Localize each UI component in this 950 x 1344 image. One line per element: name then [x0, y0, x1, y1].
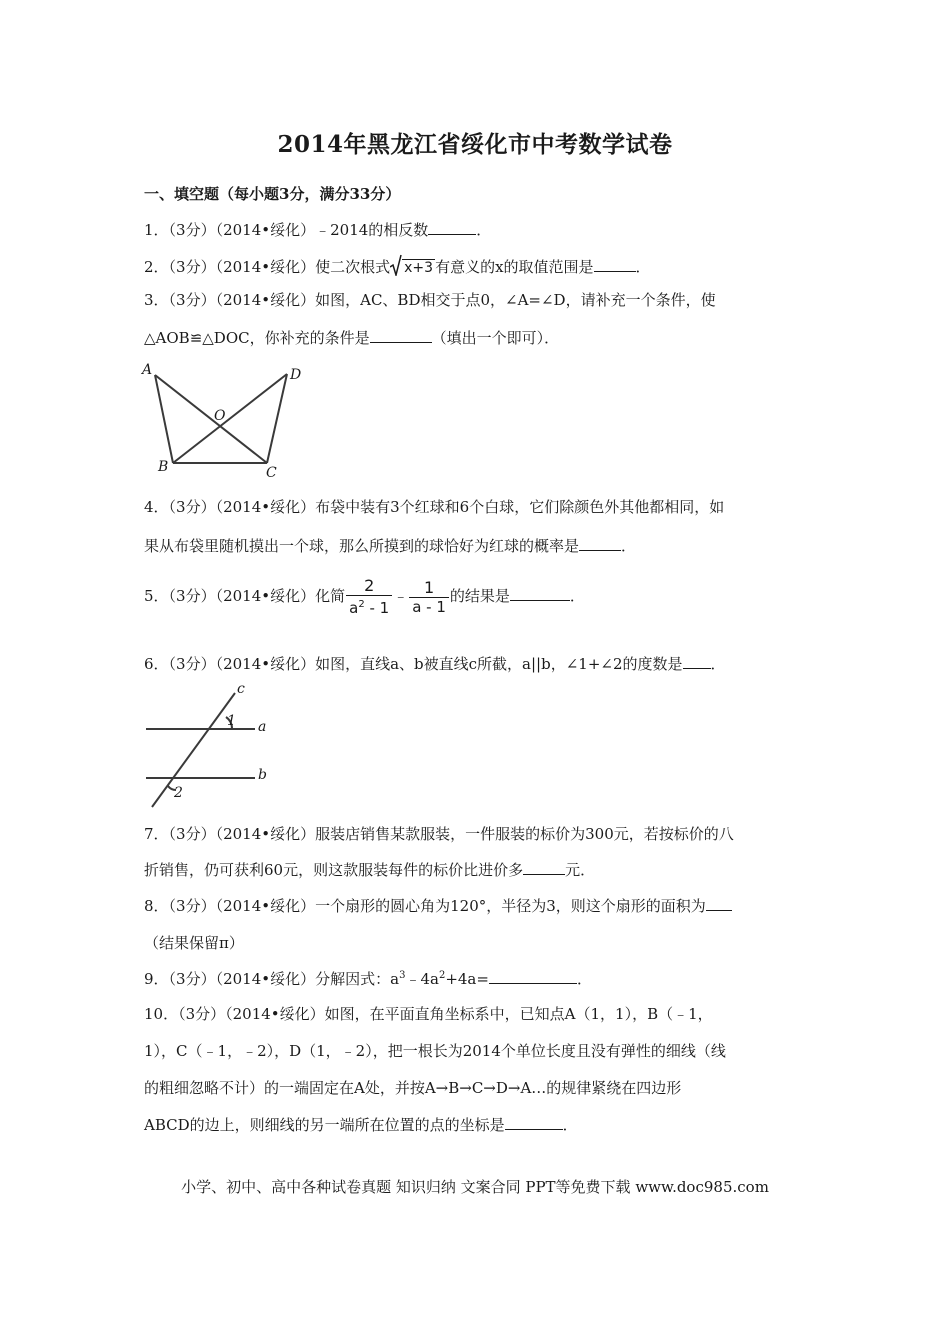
- question-5-pre: 5．（3分）（2014•绥化）化简: [144, 587, 346, 605]
- question-2-pre: 2．（3分）（2014•绥化）使二次根式: [144, 258, 391, 276]
- exponent-3: 3: [399, 970, 406, 981]
- question-10-line-4: [144, 1114, 578, 1135]
- question-6-text: 6．（3分）（2014•绥化）如图，直线a、b被直线c所截，a||b，∠1+∠2的度数是: [144, 655, 683, 673]
- line-c: [152, 693, 235, 807]
- question-3-line-1: 3．（3分）（2014•绥化）如图，AC、BD相交于点0，∠A=∠D，请补充一个条件，使: [144, 291, 716, 309]
- answer-blank: [683, 654, 711, 669]
- label-a: a: [258, 719, 267, 735]
- section-heading: 一、填空题（每小题3分，满分33分）: [144, 185, 401, 203]
- exponent-2: 2: [438, 970, 446, 981]
- radical-sign-icon: [390, 254, 402, 276]
- question-10-line-1: 10．（3分）（2014•绥化）如图，在平面直角坐标系中，已知点A（1，1），B（﹣1，: [144, 1005, 713, 1023]
- question-4-line-2: [144, 535, 636, 556]
- question-2-post: 有意义的x的取值范围是: [435, 258, 594, 276]
- fraction-1: [346, 577, 392, 617]
- question-7-line-2: [144, 859, 595, 880]
- question-10-end: ．: [562, 1116, 578, 1134]
- question-3-line-2-pre: △AOB≌△DOC，你补充的条件是: [144, 329, 370, 347]
- label-c: C: [266, 465, 277, 481]
- radicand: x+3: [404, 260, 434, 276]
- figure-parallel-lines: [140, 682, 280, 812]
- question-1: [144, 219, 491, 240]
- question-10-line-4-text: ABCD的边上，则细线的另一端所在位置的点的坐标是: [144, 1116, 505, 1134]
- question-3-line-2-post: （填出一个即可）．: [431, 329, 560, 347]
- label-c: c: [237, 682, 245, 697]
- answer-blank: [523, 860, 565, 875]
- segment-ac: [155, 375, 267, 463]
- question-5-post: 的结果是: [449, 587, 510, 605]
- question-10-line-3: 的粗细忽略不计）的一端固定在A处，并按A→B→C→D→A…的规律紧绕在四边形: [144, 1079, 682, 1097]
- answer-blank: [579, 536, 621, 551]
- question-4-line-2-text: 果从布袋里随机摸出一个球，那么所摸到的球恰好为红球的概率是: [144, 537, 580, 555]
- minus-sign: ﹣: [393, 587, 409, 605]
- question-7-line-2-text: 折销售，仍可获利60元，则这款服装每件的标价比进价多: [144, 861, 524, 879]
- question-8-line-1-text: 8．（3分）（2014•绥化）一个扇形的圆心角为120°，半径为3，则这个扇形的面积为: [144, 897, 706, 915]
- question-6-end: ．: [710, 655, 726, 673]
- fraction-2-numerator: 1: [423, 577, 435, 597]
- fraction-1-numerator: 2: [364, 576, 375, 595]
- denominator-exponent: 2: [358, 599, 365, 610]
- fraction-2-denominator: a - 1: [412, 597, 446, 616]
- answer-blank: [594, 257, 636, 272]
- question-4-end: ．: [621, 537, 637, 555]
- label-angle-1: 1: [227, 713, 236, 729]
- label-d: D: [290, 367, 302, 383]
- question-7-line-1: 7．（3分）（2014•绥化）服装店销售某款服装，一件服装的标价为300元，若按标价的八: [144, 825, 734, 843]
- question-2-end: ．: [635, 258, 651, 276]
- denominator-base: a: [349, 599, 359, 617]
- question-9-end: ．: [576, 970, 592, 988]
- label-angle-2: 2: [174, 785, 183, 801]
- question-7-end: 元．: [565, 861, 596, 879]
- fraction-2: [409, 579, 449, 616]
- sqrt-expression: [390, 254, 435, 276]
- answer-blank: [706, 896, 732, 911]
- question-10-line-2: 1），C（﹣1，﹣2），D（1，﹣2），把一根长为2014个单位长度且没有弹性的细线（线: [144, 1042, 726, 1060]
- page-footer: 小学、初中、高中各种试卷真题 知识归纳 文案合同 PPT等免费下载 www.doc985.com: [181, 1178, 769, 1196]
- answer-blank: [505, 1115, 563, 1130]
- question-9-pre: 9．（3分）（2014•绥化）分解因式：a: [144, 970, 400, 988]
- label-b: B: [158, 459, 169, 475]
- label-b: b: [258, 767, 267, 783]
- question-5: [144, 577, 585, 617]
- question-8-line-2: （结果保留π）: [144, 934, 244, 952]
- question-1-text: 1．（3分）（2014•绥化）﹣2014的相反数: [144, 221, 429, 239]
- question-5-end: ．: [569, 587, 585, 605]
- answer-blank: [370, 328, 432, 343]
- label-a: A: [142, 362, 153, 378]
- question-4-line-1: 4．（3分）（2014•绥化）布袋中装有3个红球和6个白球，它们除颜色外其他都相同，如: [144, 498, 725, 516]
- question-3-line-2: [144, 327, 559, 348]
- answer-blank: [510, 586, 570, 601]
- fraction-1-denominator: [346, 596, 392, 617]
- question-2: [144, 254, 651, 277]
- label-o: O: [214, 408, 226, 424]
- question-8-line-1: [144, 895, 732, 916]
- question-9-post: +4a=: [445, 970, 489, 988]
- page-title: 2014年黑龙江省绥化市中考数学试卷: [277, 131, 673, 158]
- question-9: [144, 968, 592, 989]
- figure-triangles-aob-doc: [140, 360, 315, 482]
- question-6: [144, 653, 726, 674]
- denominator-tail: - 1: [364, 599, 390, 617]
- question-9-mid: ﹣4a: [405, 970, 439, 988]
- answer-blank: [428, 220, 476, 235]
- question-1-end: ．: [476, 221, 492, 239]
- answer-blank: [489, 969, 577, 984]
